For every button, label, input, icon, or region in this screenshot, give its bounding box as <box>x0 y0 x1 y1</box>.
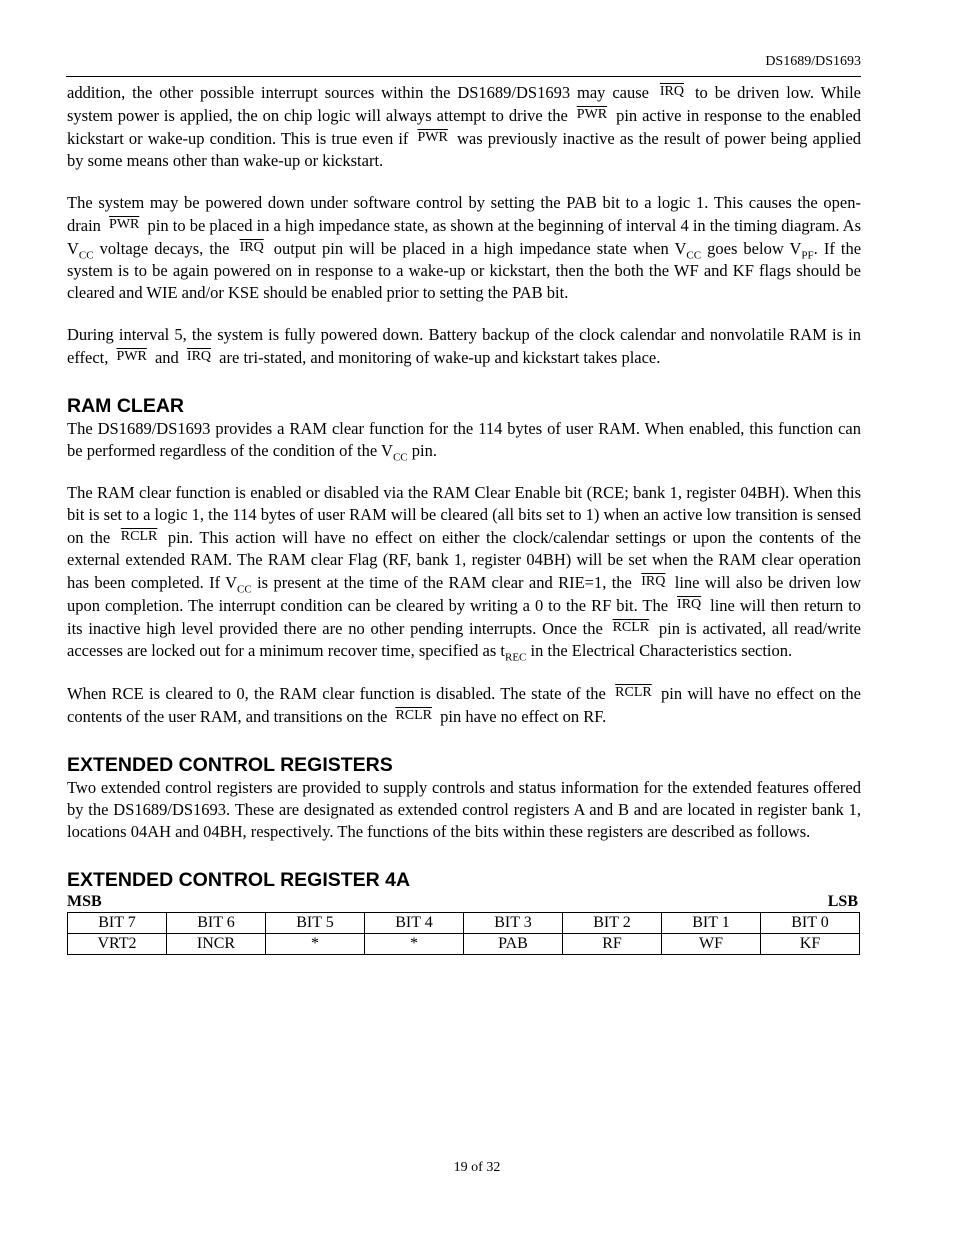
rclr-signal: RCLR <box>612 620 650 635</box>
rclr-signal: RCLR <box>615 685 652 700</box>
irq-signal: $\overline{IRQ}$ <box>677 597 702 612</box>
section-heading-register-4a: EXTENDED CONTROL REGISTER 4A <box>67 869 411 891</box>
rclr-signal: RCLR <box>120 529 158 544</box>
name-cell: WF <box>662 934 761 955</box>
irq-signal: $\overline{IRQ}$ <box>239 240 264 255</box>
pwr-signal: $\overline{PWR}$ <box>109 217 140 232</box>
page-content <box>67 81 861 955</box>
msb-lsb-labels <box>67 893 858 911</box>
bit-cell: BIT 0 <box>761 913 860 934</box>
msb-label: MSB <box>67 893 102 910</box>
pwr-signal: $\overline{PWR}$ <box>417 130 448 145</box>
name-cell: PAB <box>464 934 563 955</box>
bit-cell: BIT 2 <box>563 913 662 934</box>
paragraph-ram-clear-function: The RAM clear function is enabled or disabled via the RAM Clear Enable bit (RCE; bank 1, register 04BH). When this bit is set to a logic 1, the 114 bytes of user RAM will be cleared (all bits set to 1) when an active low transition is sensed on the RCLR pin. This action will have no effect on either the clock/calendar settings or upon the contents of the external extended RAM. The RAM clear Flag (RF, bank 1, register 04BH) will be set when the RAM clear operation has been completed. If $V_{CC}$ is present at the time of the RAM clear and RIE=1, the $\overline{IRQ}$ line will also be driven low upon completion. The interrupt condition can be cleared by writing a 0 to the RF bit. The $\overline{IRQ}$ line will then return to its inactive high level provided there are no other pending interrupts. Once the RCLR pin is activated, all read/write accesses are locked out for a minimum recover time, specified as $t_{REC}$ in the Electrical Characteristics section. <box>67 483 862 664</box>
paragraph-rce-cleared: When RCE is cleared to 0, the RAM clear function is disabled. The state of the RCLR pin will have no effect on the contents of the user RAM, and transitions on the RCLR pin have no effect on RF. <box>67 684 861 726</box>
paragraph-power-down: The system may be powered down under software control by setting the PAB bit to a logic 1. This causes the open-drain $\overline{PWR}$ pin to be placed in a high impedance state, as shown at the beginning of interval 4 in the timing diagram. As $V_{CC}$ voltage decays, the $\overline{IRQ}$ output pin will be placed in a high impedance state when $V_{CC}$ goes below $V_{PF}$. If the system is to be again powered on in response to a wake-up or kickstart, then the both the WF and KF flags should be cleared and WIE and/or KSE should be enabled prior to setting the PAB bit. <box>67 193 862 302</box>
irq-signal: $\overline{IRQ}$ <box>641 574 666 589</box>
bit-cell: BIT 7 <box>68 913 167 934</box>
table-row-bits <box>68 913 860 934</box>
paragraph-extended-control-registers: Two extended control registers are provided to supply controls and status information for the extended features offered by the DS1689/DS1693. These are designated as extended control registers A and B and are located in register bank 1, locations 04AH and 04BH, respectively. The functions of the bits within these registers are described as follows. <box>67 778 861 841</box>
name-cell: VRT2 <box>68 934 167 955</box>
page-header: DS1689/DS1693 <box>66 54 861 77</box>
irq-signal: $\overline{IRQ}$ <box>659 84 685 99</box>
pwr-signal: $\overline{PWR}$ <box>116 349 147 364</box>
section-heading-extended-control-registers: EXTENDED CONTROL REGISTERS <box>67 754 393 776</box>
bit-cell: BIT 3 <box>464 913 563 934</box>
section-heading-ram-clear: RAM CLEAR <box>67 395 184 417</box>
bit-cell: BIT 4 <box>365 913 464 934</box>
name-cell: * <box>266 934 365 955</box>
table-row-names <box>68 934 860 955</box>
bit-cell: BIT 6 <box>167 913 266 934</box>
paragraph-ram-clear-intro: The DS1689/DS1693 provides a RAM clear function for the 114 bytes of user RAM. When enabled, this function can be performed regardless of the condition of the $V_{CC}$ pin. <box>67 419 861 464</box>
irq-signal: $\overline{IRQ}$ <box>186 349 212 364</box>
rclr-signal: RCLR <box>395 708 433 723</box>
bit-cell: BIT 1 <box>662 913 761 934</box>
lsb-label: LSB <box>827 893 858 910</box>
name-cell: RF <box>563 934 662 955</box>
name-cell: * <box>365 934 464 955</box>
pwr-signal: $\overline{PWR}$ <box>576 107 608 122</box>
name-cell: KF <box>761 934 860 955</box>
page-number: 19 of 32 <box>453 1160 501 1175</box>
name-cell: INCR <box>167 934 266 955</box>
paragraph-interval-5: During interval 5, the system is fully powered down. Battery backup of the clock calendar and nonvolatile RAM is in effect, $\overline{PWR}$ and $\overline{IRQ}$ are tri-stated, and monitoring of wake-up and kickstart takes place. <box>67 325 861 367</box>
bit-cell: BIT 5 <box>266 913 365 934</box>
paragraph-interrupt-sources: addition, the other possible interrupt sources within the DS1689/DS1693 may cause $\overline{IRQ}$ to be driven low. While system power is applied, the on chip logic will always attempt to drive the $\overline{PWR}$ pin active in response to the enabled kickstart or wake-up condition. This is true even if $\overline{PWR}$ was previously inactive as the result of power being applied by some means other than wake-up or kickstart. <box>67 83 862 170</box>
register-4a-table <box>67 912 860 955</box>
